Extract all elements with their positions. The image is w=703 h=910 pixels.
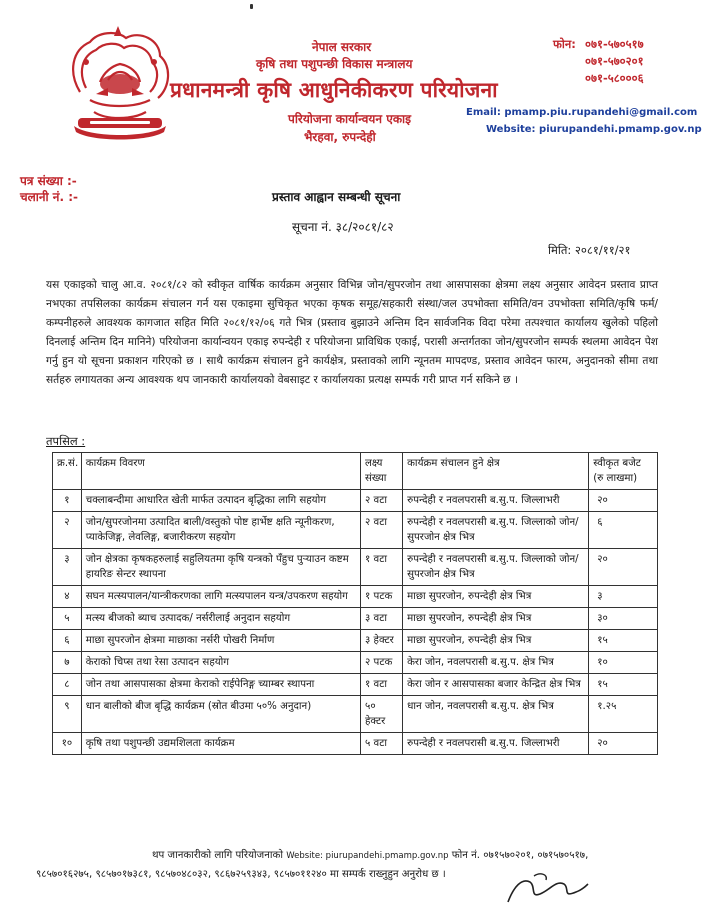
footer-mobile-line: ९८५७०१६२७५, ९८५७०१७३८१, ९८५७०४८०३२, ९८६७२५९३४३, ९८५७०११२४० मा सम्पर्क राख्नुहुन अनुरोध छ । (36, 869, 446, 880)
table-row (53, 652, 658, 674)
cell-budget: १५ (589, 630, 658, 652)
table-row (53, 608, 658, 630)
footer-contact-line (152, 847, 588, 861)
footer-phones: फोन नं. ०७१५७०२०१, ०७१५७०५१७, (451, 850, 589, 861)
cell-sn: ३ (53, 549, 82, 586)
cell-description: सघन मत्स्यपालन/यान्त्रीकरणका लागि मत्स्यपालन यन्त्र/उपकरण सहयोग (81, 586, 360, 608)
ministry-name: कृषि तथा पशुपन्छी विकास मन्त्रालय (256, 57, 413, 71)
phone-block (553, 36, 644, 87)
table-row (53, 674, 658, 696)
cell-budget: ३ (589, 586, 658, 608)
signature-icon (500, 868, 590, 908)
office-name: परियोजना कार्यान्वयन एकाइ (288, 112, 412, 126)
email-address: Email: pmamp.piu.rupandehi@gmail.com (466, 107, 698, 118)
header-sn: क्र.सं. (53, 453, 82, 490)
phone-number: ०७१-५७०५१७ (585, 37, 644, 51)
cell-budget: १५ (589, 674, 658, 696)
header-target: लक्ष्य संख्या (361, 453, 403, 490)
cell-budget: २० (589, 733, 658, 755)
cell-area: माछा सुपरजोन, रुपन्देही क्षेत्र भित्र (403, 630, 589, 652)
phone-number: ०७१-५७०२०१ (585, 54, 644, 68)
notice-number: सूचना नं. ३८/२०८१/८२ (292, 220, 394, 234)
cell-sn: १० (53, 733, 82, 755)
cell-target: १ वटा (361, 674, 403, 696)
cell-budget: १० (589, 652, 658, 674)
cell-area: माछा सुपरजोन, रुपन्देही क्षेत्र भित्र (403, 608, 589, 630)
cell-target: १ वटा (361, 549, 403, 586)
cell-sn: ६ (53, 630, 82, 652)
header-budget: स्वीकृत बजेट (रु लाखमा) (589, 453, 658, 490)
table-row (53, 733, 658, 755)
cell-target: २ वटा (361, 512, 403, 549)
notice-date: मिति: २०८१/११/२१ (548, 243, 631, 257)
table-row (53, 549, 658, 586)
cell-budget: ६ (589, 512, 658, 549)
table-row (53, 630, 658, 652)
cell-description: माछा सुपरजोन क्षेत्रमा माछाका नर्सरी पोखरी निर्माण (81, 630, 360, 652)
project-title: प्रधानमन्त्री कृषि आधुनिकीकरण परियोजना (170, 78, 498, 102)
cell-area: केरा जोन, नवलपरासी ब.सु.प. क्षेत्र भित्र (403, 652, 589, 674)
header-description: कार्यक्रम विवरण (81, 453, 360, 490)
cell-area: माछा सुपरजोन, रुपन्देही क्षेत्र भित्र (403, 586, 589, 608)
program-table (52, 452, 658, 755)
cell-area: धान जोन, नवलपरासी ब.सु.प. क्षेत्र भित्र (403, 696, 589, 733)
cell-budget: ३० (589, 608, 658, 630)
cell-target: ३ वटा (361, 608, 403, 630)
footer-prefix: थप जानकारीको लागि परियोजनाको (152, 850, 283, 861)
cell-target: ५ वटा (361, 733, 403, 755)
cell-sn: १ (53, 490, 82, 512)
cell-target: १ पटक (361, 586, 403, 608)
cell-description: धान बालीको बीज बृद्धि कार्यक्रम (स्रोत बीउमा ५०% अनुदान) (81, 696, 360, 733)
scan-mark (250, 4, 253, 9)
cell-target: २ वटा (361, 490, 403, 512)
cell-budget: २० (589, 549, 658, 586)
cell-budget: २० (589, 490, 658, 512)
phone-number: ०७१-५८०००६ (585, 71, 644, 85)
cell-description: मत्स्य बीजको ब्याच उत्पादक/ नर्सरीलाई अनुदान सहयोग (81, 608, 360, 630)
notice-subject: प्रस्ताव आह्वान सम्बन्धी सूचना (272, 190, 401, 204)
cell-description: चक्लाबन्दीमा आधारित खेती मार्फत उत्पादन बृद्धिका लागि सहयोग (81, 490, 360, 512)
cell-description: जोन क्षेत्रका कृषकहरुलाई सहुलियतमा कृषि यन्त्रको पँहुच पुऱ्याउन कष्टम हायरिङ सेन्टर स्थापना (81, 549, 360, 586)
phone-label: फोन: (553, 37, 576, 51)
notice-body: यस एकाइको चालु आ.व. २०८१/८२ को स्वीकृत वार्षिक कार्यक्रम अनुसार विभिन्न जोन/सुपरजोन तथा आसपासका क्षेत्रमा लक्ष्य अनुसार आवेदन प्रस्ताव प्राप्त नभएका तपसिलका कार्यक्रम संचालन गर्न यस एकाइमा सुचिकृत भएका कृषक समूह/सहकारी संस्था/जल उपभोक्ता समिति/वन उपभोक्ता समिति/कृषि फर्म/कम्पनीहरुले आवश्यक कागजात सहित मिति २०८१/१२/०६ गते भित्र (प्रस्ताव बुझाउने अन्तिम दिन सार्वजनिक विदा परेमा तत्पश्चात कार्यालय खुलेको पहिलो दिनलाई अन्तिम दिन मानिने) परियोजना कार्यान्वयन एकाइ रुपन्देही र परियोजना प्राविधिक एकाई, परासी अन्तर्गतका जोन/सुपरजोन सम्पर्क स्थलमा आवेदन पेश गर्नु हुन यो सूचना प्रकाशन गरिएको छ । साथै कार्यक्रम संचालन हुने कार्यक्षेत्र, प्रस्तावको लागि न्यूनतम मापदण्ड, प्रस्ताव आवेदन फारम, अनुदानको सीमा तथा सर्तहरु लगायतका अन्य आवश्यक थप जानकारी कार्यालयको वेबसाइट र कार्यालयका प्रत्यक्ष सम्पर्क गरी प्राप्त गर्न सकिने छ । (46, 279, 658, 386)
cell-sn: २ (53, 512, 82, 549)
dispatch-number-label: चलानी नं. :- (20, 190, 78, 204)
table-header-row (53, 453, 658, 490)
cell-sn: ५ (53, 608, 82, 630)
office-location: भैरहवा, रुपन्देही (304, 130, 376, 144)
cell-area: रुपन्देही र नवलपरासी ब.सु.प. जिल्लाको जोन/ सुपरजोन क्षेत्र भित्र (403, 512, 589, 549)
cell-sn: ४ (53, 586, 82, 608)
nepal-emblem-icon (60, 22, 178, 142)
table-row (53, 696, 658, 733)
cell-target: २ पटक (361, 652, 403, 674)
header-area: कार्यक्रम संचालन हुने क्षेत्र (403, 453, 589, 490)
website-address: Website: piurupandehi.pmamp.gov.np (486, 124, 702, 135)
cell-budget: १.२५ (589, 696, 658, 733)
annex-label: तपसिल : (46, 434, 86, 448)
cell-description: केराको चिप्स तथा रेसा उत्पादन सहयोग (81, 652, 360, 674)
table-row (53, 490, 658, 512)
cell-description: जोन तथा आसपासका क्षेत्रमा केराको राईपेनिङ्ग च्याम्बर स्थापना (81, 674, 360, 696)
cell-description: कृषि तथा पशुपन्छी उद्यमशिलता कार्यक्रम (81, 733, 360, 755)
letter-number-label: पत्र संख्या :- (20, 174, 77, 188)
cell-target: ५० हेक्टर (361, 696, 403, 733)
cell-sn: ७ (53, 652, 82, 674)
cell-area: रुपन्देही र नवलपरासी ब.सु.प. जिल्लाको जोन/ सुपरजोन क्षेत्र भित्र (403, 549, 589, 586)
cell-sn: ८ (53, 674, 82, 696)
government-name: नेपाल सरकार (312, 40, 372, 54)
footer-website: Website: piurupandehi.pmamp.gov.np (286, 851, 449, 861)
cell-area: केरा जोन र आसपासका बजार केन्द्रित क्षेत्र भित्र (403, 674, 589, 696)
cell-area: रुपन्देही र नवलपरासी ब.सु.प. जिल्लाभरी (403, 733, 589, 755)
table-row (53, 586, 658, 608)
table-row (53, 512, 658, 549)
cell-sn: ९ (53, 696, 82, 733)
cell-target: ३ हेक्टर (361, 630, 403, 652)
cell-area: रुपन्देही र नवलपरासी ब.सु.प. जिल्लाभरी (403, 490, 589, 512)
cell-description: जोन/सुपरजोनमा उत्पादित बाली/वस्तुको पोष्ट हार्भेष्ट क्षति न्यूनीकरण, प्याकेजिङ्ग, लेवलिङ्ग, बजारीकरण सहयोग (81, 512, 360, 549)
